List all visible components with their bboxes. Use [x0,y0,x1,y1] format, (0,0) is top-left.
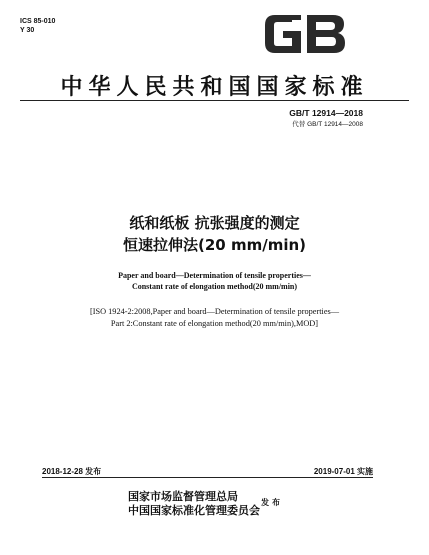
classification-codes [20,17,55,35]
issuer-line-2: 中国国家标准化管理委员会 [128,504,260,517]
english-title-line-2: Constant rate of elongation method(20 mm/min) [131,282,298,291]
standard-number-block [289,108,363,128]
english-title [0,270,429,292]
chinese-title-line-1: 纸和纸板 抗张强度的测定 [129,214,300,232]
footer-divider [42,477,373,478]
iso-reference-line-2: Part 2:Constant rate of elongation method(20 mm/min),MOD] [110,319,319,328]
issue-label: 发布 [261,497,283,507]
issuing-authorities [128,490,260,518]
ccs-code: Y 30 [20,27,35,34]
english-title-line-1: Paper and board—Determination of tensile properties— [118,271,311,280]
ics-code: ICS 85-010 [20,18,56,25]
iso-reference [0,306,429,330]
replaces-note: 代替 GB/T 12914—2008 [292,121,363,128]
issuer-line-1: 国家市场监督管理总局 [128,490,238,503]
header-divider [20,100,409,101]
standard-category-title: 中华人民共和国国家标准 [60,74,369,100]
chinese-title [0,212,429,256]
gb-logo-icon [263,14,347,54]
implementation-date: 2019-07-01 实施 [313,467,373,476]
iso-reference-line-1: [ISO 1924-2:2008,Paper and board—Determination of tensile properties— [89,307,340,316]
standard-number: GB/T 12914—2018 [289,108,363,118]
chinese-title-line-2: 恒速拉伸法(20 mm/min) [123,236,306,254]
issue-date: 2018-12-28 发布 [42,467,102,476]
